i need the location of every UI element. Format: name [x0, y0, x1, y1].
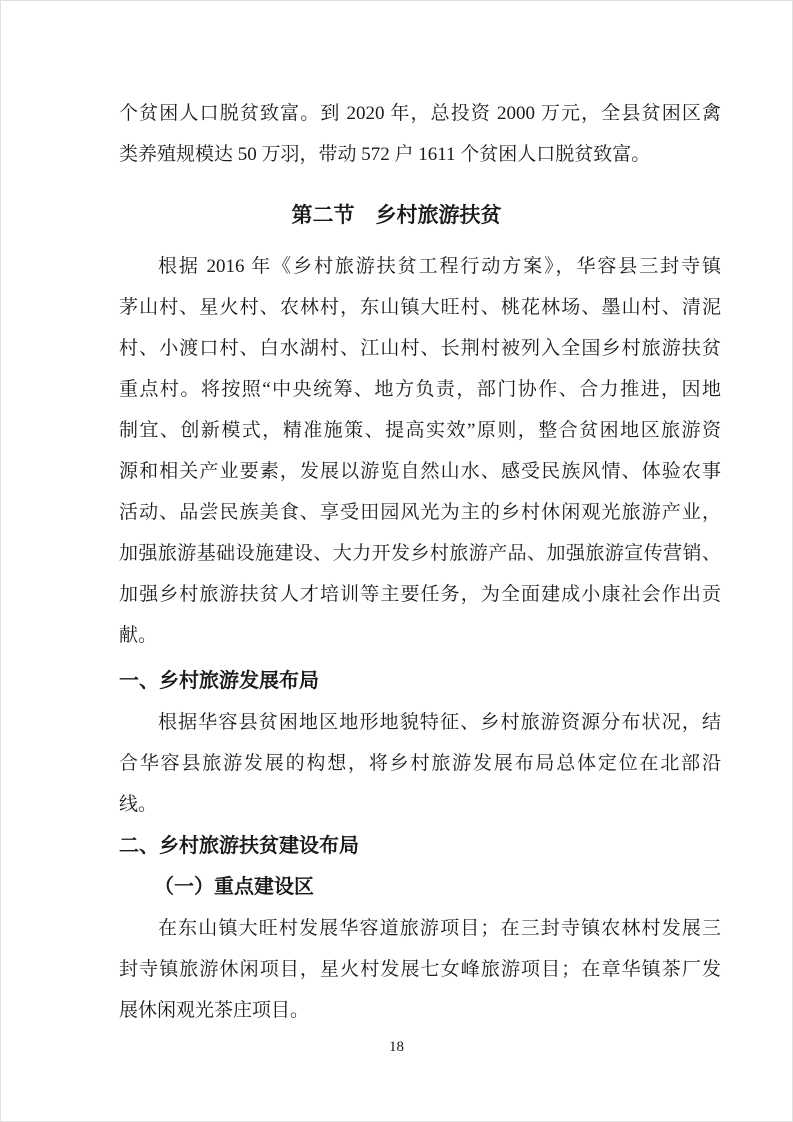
paragraph-intro-continuation — [119, 93, 721, 175]
text-line: 重点村。将按照“中央统筹、地方负责，部门协作、合力推进，因地 — [119, 379, 721, 400]
heading-construction-layout: 二、乡村旅游扶贫建设布局 — [119, 835, 359, 857]
text-line: 加强旅游基础设施建设、大力开发乡村旅游产品、加强旅游宣传营销、 — [119, 543, 721, 564]
text-line: 封寺镇旅游休闲项目，星火村发展七女峰旅游项目；在章华镇茶厂发 — [119, 959, 721, 980]
text-line: 献。 — [119, 625, 158, 646]
text-line: 根据 2016 年《乡村旅游扶贫工程行动方案》，华容县三封寺镇 — [158, 256, 721, 277]
text-line: 合华容县旅游发展的构想，将乡村旅游发展布局总体定位在北部沿 — [119, 753, 721, 774]
text-line: 村、小渡口村、白水湖村、江山村、长荆村被列入全国乡村旅游扶贫 — [119, 338, 721, 359]
text-line: 类养殖规模达 50 万羽，带动 572 户 1611 个贫困人口脱贫致富。 — [119, 144, 651, 165]
paragraph-development-layout — [119, 702, 721, 825]
page-content — [1, 1, 792, 1031]
paragraph-overview — [119, 246, 721, 656]
text-line: 展休闲观光茶庄项目。 — [119, 1000, 310, 1021]
text-line: 根据华容县贫困地区地形地貌特征、乡村旅游资源分布状况，结 — [158, 712, 721, 733]
section-title: 第二节 乡村旅游扶贫 — [291, 204, 502, 227]
text-line: 个贫困人口脱贫致富。到 2020 年，总投资 2000 万元，全县贫困区禽 — [119, 103, 721, 124]
text-line: 茅山村、星火村、农林村，东山镇大旺村、桃花林场、墨山村、清泥 — [119, 297, 721, 318]
subheading-key-construction-area: （一）重点建设区 — [154, 876, 314, 898]
heading-development-layout: 一、乡村旅游发展布局 — [119, 670, 319, 692]
page-number: 18 — [389, 1039, 404, 1055]
text-line: 活动、品尝民族美食、享受田园风光为主的乡村休闲观光旅游产业， — [119, 502, 721, 523]
paragraph-key-construction-area — [119, 908, 721, 1031]
text-line: 源和相关产业要素，发展以游览自然山水、感受民族风情、体验农事 — [119, 461, 721, 482]
text-line: 加强乡村旅游扶贫人才培训等主要任务，为全面建成小康社会作出贡 — [119, 584, 721, 605]
text-line: 线。 — [119, 794, 158, 815]
text-line: 制宜、创新模式，精准施策、提高实效”原则，整合贫困地区旅游资 — [119, 420, 721, 441]
text-line: 在东山镇大旺村发展华容道旅游项目；在三封寺镇农林村发展三 — [158, 918, 721, 939]
